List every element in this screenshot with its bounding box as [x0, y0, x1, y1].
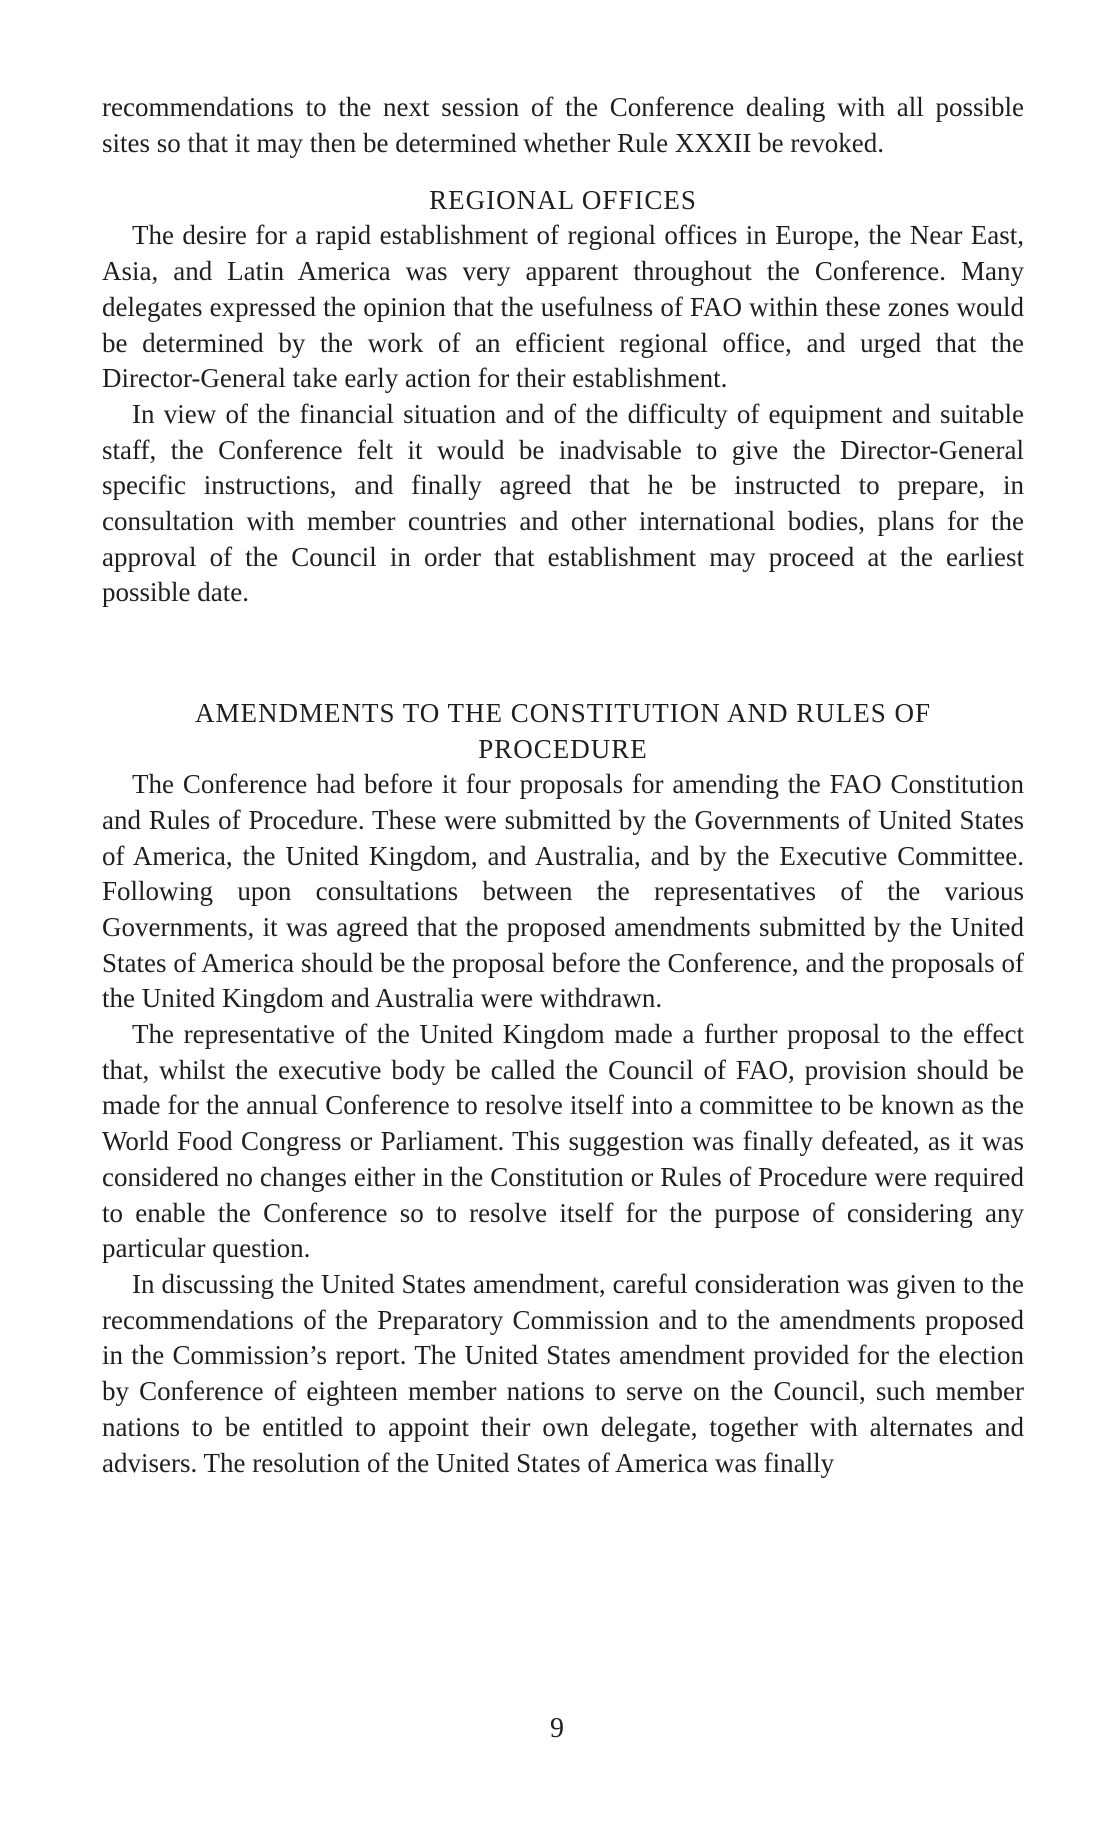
page-number: 9 [550, 1713, 564, 1744]
amendments-paragraph-3: In discussing the United States amendment, careful consideration was given to the recommendations of the Preparatory Commission and to the amendments proposed in the Commission’s report. The United States amendment provided for the election by Conference of eighteen member nations to serve on the Council, such member nations to be entitled to appoint their own delegate, together with alternates and advisers. The resolution of the United States of America was finally [102, 1268, 1024, 1478]
page-body [102, 90, 1024, 1481]
opening-paragraph: recommendations to the next session of the Conference dealing with all possible sites so that it may then be determined whether Rule XXXII be revoked. [102, 92, 1024, 158]
amendments-paragraph-1: The Conference had before it four proposals for amending the FAO Constitution and Rules of Procedure. These were submitted by the Governments of United States of America, the United Kingdom, and Australia, and by the Executive Committee. Following upon consultations between the representatives of the various Governments, it was agreed that the proposed amendments submitted by the United States of America should be the proposal before the Conference, and the proposals of the United Kingdom and Australia were withdrawn. [102, 769, 1024, 1014]
heading-amendments-line-1: AMENDMENTS TO THE CONSTITUTION AND RULES OF [194, 698, 932, 729]
amendments-paragraph-2: The representative of the United Kingdom made a further proposal to the effect that, whilst the executive body be called the Council of FAO, provision should be made for the annual Conference to resolve itself into a committee to be known as the World Food Congress or Parliament. This suggestion was finally defeated, as it was considered no changes either in the Constitution or Rules of Procedure were required to enable the Conference so to resolve itself for the purpose of considering any particular question. [102, 1019, 1024, 1264]
regional-paragraph-2: In view of the financial situation and of the difficulty of equipment and suitable staff, the Conference felt it would be inadvisable to give the Director-General specific instructions, and finally agreed that he be instructed to prepare, in consultation with member countries and other international bodies, plans for the approval of the Council in order that establishment may proceed at the earliest possible date. [102, 398, 1024, 608]
regional-paragraph-1: The desire for a rapid establishment of regional offices in Europe, the Near East, Asia, and Latin America was very apparent throughout the Conference. Many delegates expressed the opinion that the usefulness of FAO within these zones would be determined by the work of an efficient regional office, and urged that the Director-General take early action for their establishment. [102, 220, 1024, 394]
heading-amendments-line-2: PROCEDURE [478, 734, 648, 765]
heading-amendments [102, 695, 1024, 767]
heading-regional-offices: REGIONAL OFFICES [429, 185, 697, 216]
